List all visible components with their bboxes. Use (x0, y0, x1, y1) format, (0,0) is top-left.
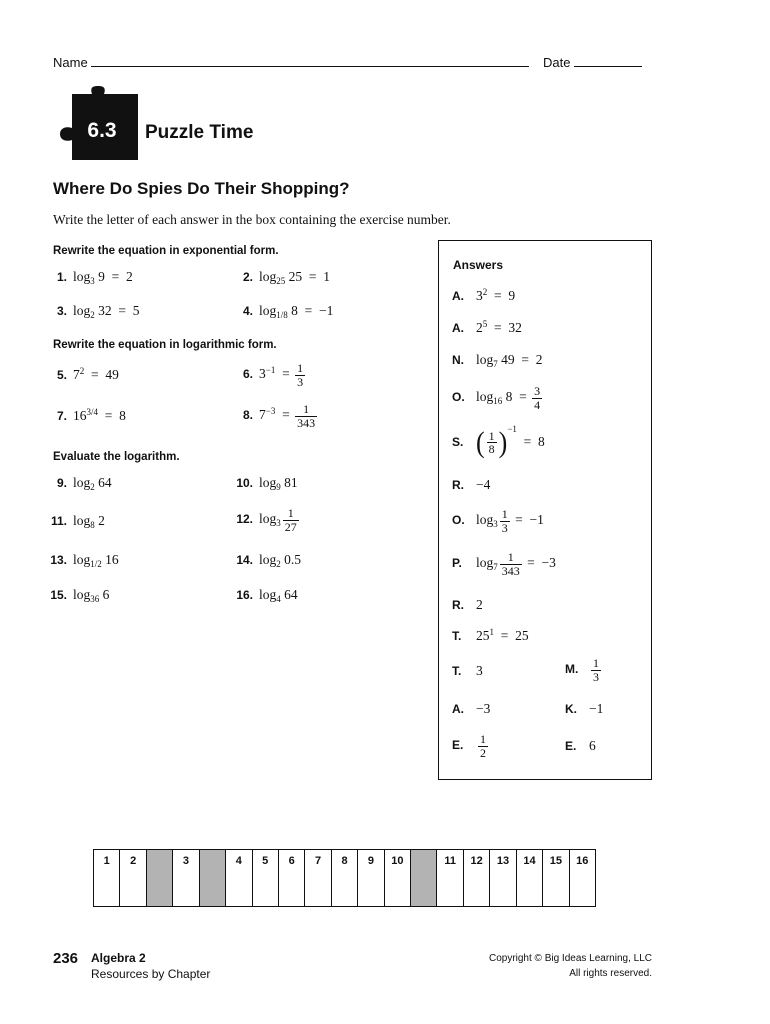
exercise-2: 2. $\log_{25} 25 = 1$ (242, 269, 331, 286)
exercise-3: 3. $\log_2 32 = 5$ (56, 303, 140, 320)
name-line (91, 55, 529, 67)
exercise-4: 4. $\log_{1/8} 8 = -1$ (242, 303, 334, 320)
grid-cell[interactable] (226, 850, 252, 906)
grid-cell[interactable] (490, 850, 516, 906)
exercise-5: 5. $7^2 = 49$ (56, 366, 119, 382)
exercise-6: 6. $3^{-1}$ = $\frac{1}{3}$ (242, 361, 304, 389)
grid-cell-number: 13 (496, 855, 510, 867)
puzzle-title: Puzzle Time (145, 122, 254, 143)
grid-cell-number: 8 (341, 855, 348, 867)
copyright: Copyright © Big Ideas Learning, LLC (488, 953, 652, 964)
book-subtitle: Resources by Chapter (91, 967, 211, 981)
grid-cell-number: 16 (576, 855, 589, 867)
grid-cell[interactable] (464, 850, 490, 906)
page-title: Where Do Spies Do Their Shopping? (53, 179, 350, 198)
grid-cell-blank (200, 850, 226, 906)
answer-s: S. ( $\frac{1}{8}$ )$^{-1}$ = 8 (452, 424, 545, 460)
answer-o1: O. $\log_{16} 8$ = $\frac{3}{4}$ (452, 384, 541, 412)
grid-cell-number: 14 (523, 855, 536, 867)
answers-title: Answers (453, 258, 504, 272)
answer-r2: R. 2 (452, 597, 483, 612)
grid-cell[interactable] (570, 850, 595, 906)
answer-a1: A. $3^2 = 9$ (452, 287, 516, 303)
grid-cell-blank (411, 850, 437, 906)
grid-cell[interactable] (279, 850, 305, 906)
answer-a2: A. $2^5 = 32$ (452, 319, 522, 335)
exercise-10: 10. $\log_9 81$ (236, 475, 298, 492)
answer-e1: E. $\frac{1}{2}$ (452, 732, 486, 760)
date-field[interactable] (543, 55, 642, 70)
grid-cell-number: 1 (103, 855, 110, 867)
grid-cell[interactable] (437, 850, 463, 906)
answer-e2: E. 6 (565, 738, 596, 753)
exercise-7: 7. $16^{3/4} = 8$ (56, 407, 126, 423)
grid-cell[interactable] (543, 850, 569, 906)
section-heading-evaluate: Evaluate the logarithm. (53, 451, 180, 463)
rights-reserved: All rights reserved. (569, 968, 652, 979)
grid-cell-number: 3 (182, 855, 190, 867)
grid-cell[interactable] (94, 850, 120, 906)
page-number: 236 (53, 950, 79, 967)
grid-cell[interactable] (305, 850, 331, 906)
answer-t2: T. 3 (452, 663, 483, 678)
grid-cell[interactable] (517, 850, 543, 906)
section-number: 6.3 (87, 119, 117, 142)
grid-cell-number: 12 (470, 855, 483, 867)
grid-cell-number: 6 (288, 855, 295, 867)
exercise-1: 1. $\log_3 9 = 2$ (56, 269, 133, 286)
answer-p: P. $\log_7$ $\frac{1}{343}$ = −3 (452, 550, 556, 578)
exercise-8: 8. $7^{-3}$ = $\frac{1}{343}$ (242, 402, 316, 430)
answer-t1: T. $25^1 = 25$ (452, 627, 529, 643)
date-line (574, 55, 642, 67)
answer-n: N. $\log_7 49 = 2$ (452, 352, 543, 369)
name-label: Name (53, 55, 88, 70)
answer-m: M. $\frac{1}{3}$ (565, 656, 599, 684)
answer-grid (93, 849, 596, 907)
exercise-12: 12. $\log_3$ $\frac{1}{27}$ (236, 506, 297, 534)
book-title: Algebra 2 (91, 951, 146, 965)
section-heading-logarithmic: Rewrite the equation in logarithmic form. (53, 339, 277, 351)
answer-k: K. −1 (565, 701, 604, 716)
grid-cell-number: 5 (262, 855, 269, 867)
exercise-16: 16. $\log_4 64$ (236, 587, 298, 604)
grid-cell[interactable] (358, 850, 384, 906)
exercise-14: 14. $\log_2 0.5$ (236, 552, 302, 569)
exercise-13: 13. $\log_{1/2} 16$ (50, 552, 119, 569)
grid-cell-number: 10 (391, 855, 404, 867)
grid-cell-number: 15 (549, 855, 562, 867)
exercise-15: 15. $\log_{36} 6$ (50, 587, 110, 604)
grid-cell-number: 11 (444, 855, 457, 867)
grid-cell[interactable] (120, 850, 146, 906)
grid-cell-number: 7 (315, 855, 322, 867)
answer-a3: A. −3 (452, 701, 491, 716)
grid-cell-number: 2 (130, 855, 137, 867)
grid-cell-blank (147, 850, 173, 906)
section-heading-exponential: Rewrite the equation in exponential form. (53, 245, 279, 257)
instructions: Write the letter of each answer in the box containing the exercise number. (53, 212, 451, 227)
grid-cell[interactable] (253, 850, 279, 906)
grid-cell[interactable] (385, 850, 411, 906)
answer-r1: R. −4 (452, 477, 491, 492)
grid-cell[interactable] (332, 850, 358, 906)
exercise-11: 11. $\log_8 2$ (50, 513, 105, 530)
name-field[interactable] (53, 55, 529, 70)
grid-cell-number: 4 (235, 855, 242, 867)
answer-o2: O. $\log_3$ $\frac{1}{3}$ = −1 (452, 507, 544, 535)
exercise-9: 9. $\log_2 64$ (56, 475, 112, 492)
grid-cell-number: 9 (367, 855, 374, 867)
date-label: Date (543, 55, 571, 70)
grid-cell[interactable] (173, 850, 199, 906)
